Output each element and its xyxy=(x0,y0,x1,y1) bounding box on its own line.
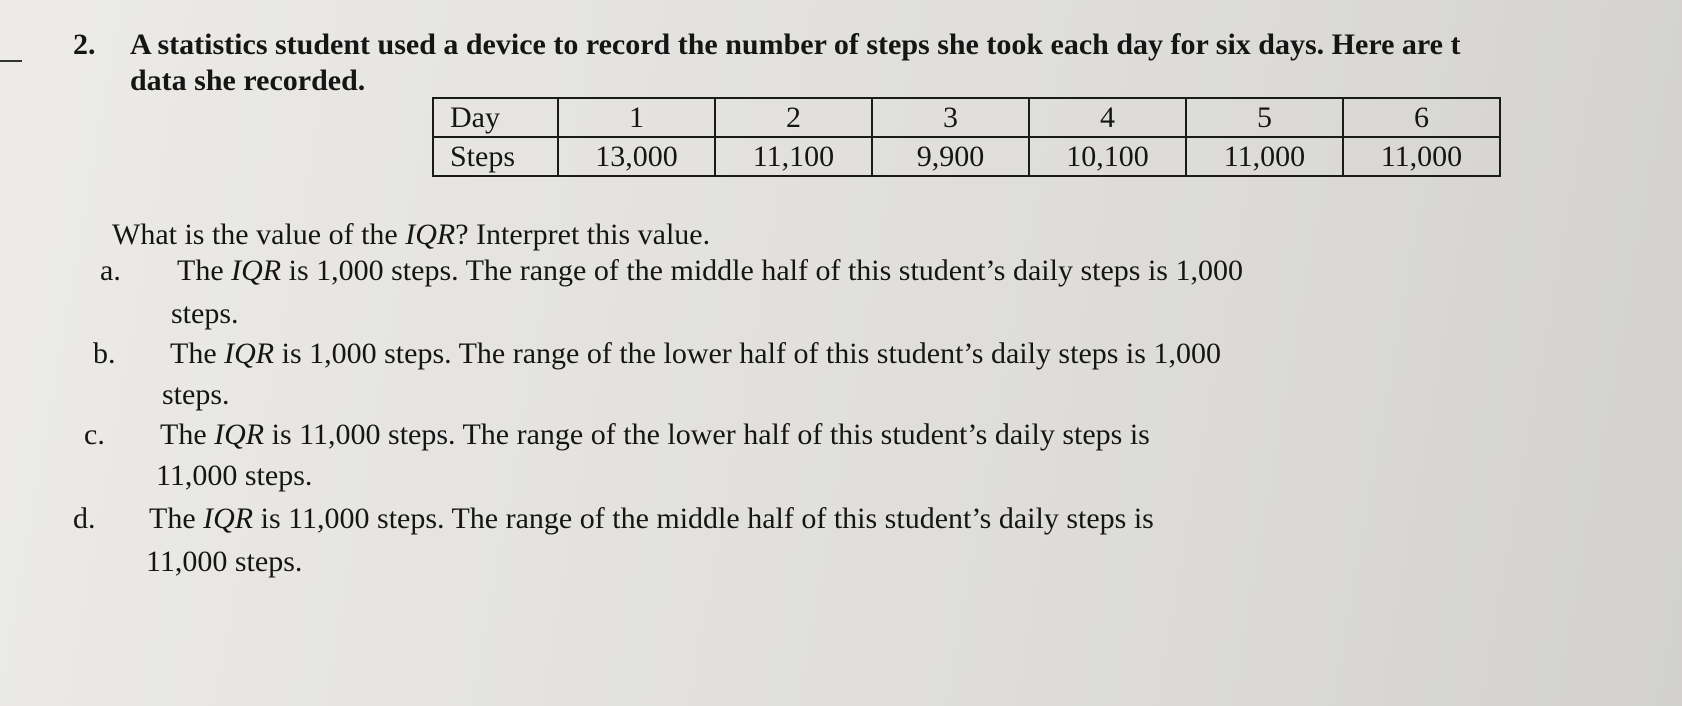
prompt-post: ? Interpret this value. xyxy=(455,218,711,251)
steps-cell: 9,900 xyxy=(872,137,1029,176)
day-cell: 1 xyxy=(558,98,715,137)
choice-d-text xyxy=(149,502,1154,536)
steps-cell: 10,100 xyxy=(1029,137,1186,176)
steps-table xyxy=(432,97,1501,177)
choice-b-line2: steps. xyxy=(162,378,230,411)
choice-c-letter: c. xyxy=(84,418,105,451)
choice-d-line2: 11,000 steps. xyxy=(146,545,303,578)
choice-d-iqr: IQR xyxy=(203,502,254,535)
steps-cell: 11,000 xyxy=(1343,137,1500,176)
prompt-pre: What is the value of the xyxy=(112,218,406,251)
prompt-iqr: IQR xyxy=(405,218,456,251)
choice-c-pre: The xyxy=(160,418,215,451)
choice-c-post: is 11,000 steps. The range of the lower half of this student’s daily steps is xyxy=(264,418,1150,451)
steps-cell: 11,000 xyxy=(1186,137,1343,176)
choice-d-pre: The xyxy=(149,502,204,535)
choice-b-iqr: IQR xyxy=(224,337,275,370)
choice-a-pre: The xyxy=(177,254,232,287)
choice-c-iqr: IQR xyxy=(214,418,265,451)
day-cell: 3 xyxy=(872,98,1029,137)
choice-a-letter: a. xyxy=(100,254,121,287)
choice-a-line2: steps. xyxy=(171,297,239,330)
choice-b-post: is 1,000 steps. The range of the lower half of this student’s daily steps is 1,000 xyxy=(274,337,1221,370)
day-cell: 6 xyxy=(1343,98,1500,137)
question-number: 2. xyxy=(73,28,96,61)
choice-a-text xyxy=(177,254,1243,288)
table-row-day xyxy=(433,98,1500,137)
question-text-line2: data she recorded. xyxy=(130,64,366,97)
choice-b-pre: The xyxy=(170,337,225,370)
choice-a-iqr: IQR xyxy=(231,254,282,287)
choice-b-letter: b. xyxy=(93,337,116,370)
choice-c-line2: 11,000 steps. xyxy=(156,459,313,492)
choice-d-post: is 11,000 steps. The range of the middle half of this student’s daily steps is xyxy=(253,502,1154,535)
prompt-text xyxy=(112,218,710,252)
steps-cell: 13,000 xyxy=(558,137,715,176)
choice-c-text xyxy=(160,418,1150,452)
question-text-line1: A statistics student used a device to record the number of steps she took each day for six days. Here are t xyxy=(130,28,1461,61)
choice-a-post: is 1,000 steps. The range of the middle half of this student’s daily steps is 1,000 xyxy=(281,254,1243,287)
steps-cell: 11,100 xyxy=(715,137,872,176)
day-cell: 2 xyxy=(715,98,872,137)
choice-d-letter: d. xyxy=(73,502,96,535)
margin-dash xyxy=(0,60,22,62)
row-label-day: Day xyxy=(433,98,558,137)
day-cell: 5 xyxy=(1186,98,1343,137)
table-row-steps xyxy=(433,137,1500,176)
row-label-steps: Steps xyxy=(433,137,558,176)
day-cell: 4 xyxy=(1029,98,1186,137)
choice-b-text xyxy=(170,337,1221,371)
